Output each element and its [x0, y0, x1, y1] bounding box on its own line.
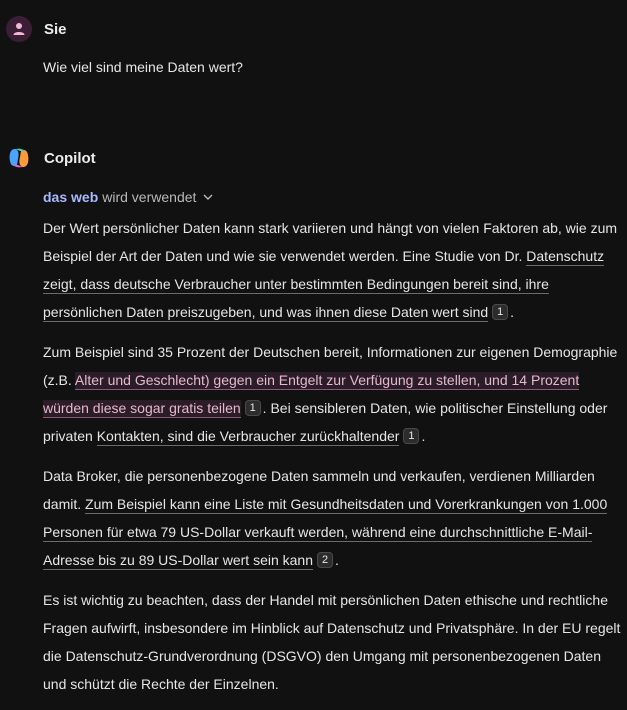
citation-span[interactable]: Kontakten, sind die Verbraucher zurückhaltender — [96, 428, 400, 444]
reference-badge[interactable]: 1 — [492, 304, 508, 320]
answer-paragraph-3 — [43, 462, 627, 574]
paragraph-text: . Bei sensibleren Daten, wie politischer Einstellung oder privaten — [43, 400, 608, 444]
paragraph-text: Data Broker, die personenbezogene Daten sammeln und verkaufen, verdienen Milliarden damit. — [43, 468, 595, 512]
paragraph-text: . — [510, 304, 515, 320]
source-link[interactable]: das web — [43, 189, 99, 205]
paragraph-text: . — [335, 552, 339, 568]
reference-badge[interactable]: 2 — [317, 552, 333, 568]
paragraph-text: Zum Beispiel sind 35 Prozent der Deutschen bereit, Informationen zur eigenen Demographie (z.B. — [43, 344, 618, 388]
copilot-message-header — [6, 145, 96, 171]
user-message-header — [6, 16, 67, 42]
copilot-logo-icon — [6, 145, 32, 171]
citation-span-highlighted[interactable]: Alter und Geschlecht) gegen ein Entgelt zur Verfügung zu stellen, und 14 Prozent würden diese sogar gratis teilen — [43, 372, 580, 416]
answer-paragraph-1 — [43, 214, 627, 326]
citation-span[interactable]: Datenschutz zeigt, dass deutsche Verbraucher unter bestimmten Bedingungen bereit sind, ihre persönlichen Daten preiszugeben, und was ihnen diese Daten wert sind — [43, 248, 605, 320]
copilot-answer — [43, 214, 627, 710]
paragraph-text: . — [421, 428, 426, 444]
reference-badge[interactable]: 1 — [403, 428, 419, 444]
answer-paragraph-4: Es ist wichtig zu beachten, dass der Handel mit persönlichen Daten ethische und rechtliche Fragen aufwirft, insbesondere im Hinblick auf Datenschutz und Privatsphäre. In der EU regelt die Datenschutz-Grundverordnung (DSGVO) den Umgang mit personenbezogenen Daten und schützt die Rechte der Einzelnen. — [43, 592, 621, 692]
source-status-text: wird verwendet — [102, 189, 197, 205]
sources-toggle[interactable] — [43, 189, 214, 205]
paragraph-text: Der Wert persönlicher Daten kann stark variieren und hängt von vielen Faktoren ab, wie zum Beispiel der Art der Daten und wie sie verwendet werden. Eine Studie von Dr. — [43, 220, 618, 264]
person-icon — [6, 16, 32, 42]
chevron-down-icon[interactable] — [202, 189, 214, 205]
user-message-text: Wie viel sind meine Daten wert? — [43, 59, 243, 75]
copilot-name: Copilot — [44, 149, 96, 167]
answer-paragraph-2 — [43, 338, 627, 450]
citation-span[interactable]: Zum Beispiel kann eine Liste mit Gesundheitsdaten und Vorerkrankungen von 1.000 Personen für etwa 79 US-Dollar verkauft werden, während eine durchschnittliche E-Mail-Adresse bis zu 89 US-Dollar wert sein kann — [43, 496, 608, 568]
user-name: Sie — [44, 20, 67, 38]
reference-badge[interactable]: 1 — [245, 400, 261, 416]
